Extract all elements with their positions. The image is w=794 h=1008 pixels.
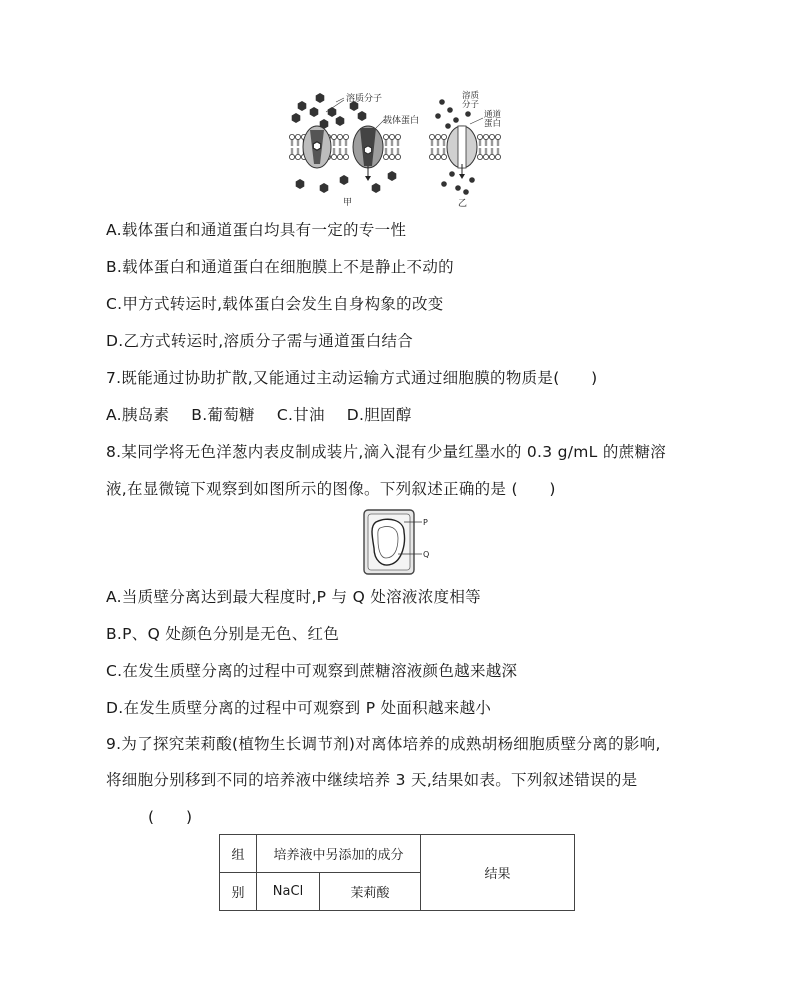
transport-protein-figure — [280, 88, 520, 210]
q9-result-table — [219, 834, 575, 911]
q9-stem-line2: 将细胞分别移到不同的培养液中继续培养 3 天,结果如表。下列叙述错误的是 — [106, 771, 638, 789]
label-solute-b: 溶质 — [462, 91, 480, 101]
q7-option-c: C.甘油 — [276, 406, 325, 424]
q6-option-b: B.载体蛋白和通道蛋白在细胞膜上不是静止不动的 — [106, 258, 454, 276]
table-header-nacl: NaCl — [257, 873, 320, 911]
label-carrier: 载体蛋白 — [383, 116, 420, 126]
table-header-group-bottom: 别 — [220, 873, 257, 911]
q9-stem-line1: 9.为了探究茉莉酸(植物生长调节剂)对离体培养的成熟胡杨细胞质壁分离的影响, — [106, 735, 661, 753]
q6-option-c: C.甲方式转运时,载体蛋白会发生自身构象的改变 — [106, 295, 444, 313]
q6-option-a: A.载体蛋白和通道蛋白均具有一定的专一性 — [106, 221, 407, 239]
label-q: Q — [423, 550, 430, 559]
label-solute-b2: 分子 — [462, 100, 480, 110]
table-header-group-top: 组 — [220, 835, 257, 873]
carrier-protein-2 — [353, 126, 383, 181]
q8-option-c: C.在发生质壁分离的过程中可观察到蔗糖溶液颜色越来越深 — [106, 662, 518, 680]
table-header-added: 培养液中另添加的成分 — [257, 835, 421, 873]
q7-stem: 7.既能通过协助扩散,又能通过主动运输方式通过细胞膜的物质是( ) — [106, 369, 598, 387]
q8-option-d: D.在发生质壁分离的过程中可观察到 P 处面积越来越小 — [106, 699, 492, 717]
q8-option-a: A.当质壁分离达到最大程度时,P 与 Q 处溶液浓度相等 — [106, 588, 481, 606]
table-header-jasmonic: 茉莉酸 — [320, 873, 421, 911]
q8-stem-line2: 液,在显微镜下观察到如图所示的图像。下列叙述正确的是 ( ) — [106, 480, 556, 498]
label-channel: 通道 — [484, 110, 502, 120]
q8-stem-line1: 8.某同学将无色洋葱内表皮制成装片,滴入混有少量红墨水的 0.3 g/mL 的蔗糖溶 — [106, 443, 667, 461]
plasmolysis-cell-figure — [362, 508, 442, 576]
q7-option-d: D.胆固醇 — [346, 406, 412, 424]
channel-protein — [447, 126, 477, 179]
caption-a: 甲 — [343, 198, 353, 208]
q6-option-d: D.乙方式转运时,溶质分子需与通道蛋白结合 — [106, 332, 414, 350]
label-p: P — [423, 518, 428, 527]
q7-option-b: B.葡萄糖 — [191, 406, 255, 424]
q8-option-b: B.P、Q 处颜色分别是无色、红色 — [106, 625, 340, 643]
carrier-protein-1 — [303, 126, 331, 168]
label-channel2: 蛋白 — [484, 119, 502, 129]
q7-option-a: A.胰岛素 — [106, 406, 170, 424]
q7-options — [106, 405, 412, 425]
caption-b: 乙 — [458, 199, 468, 209]
q9-answer-paren: ( ) — [148, 808, 193, 826]
table-header-result: 结果 — [421, 835, 575, 911]
label-solute-a: 溶质分子 — [346, 94, 383, 104]
